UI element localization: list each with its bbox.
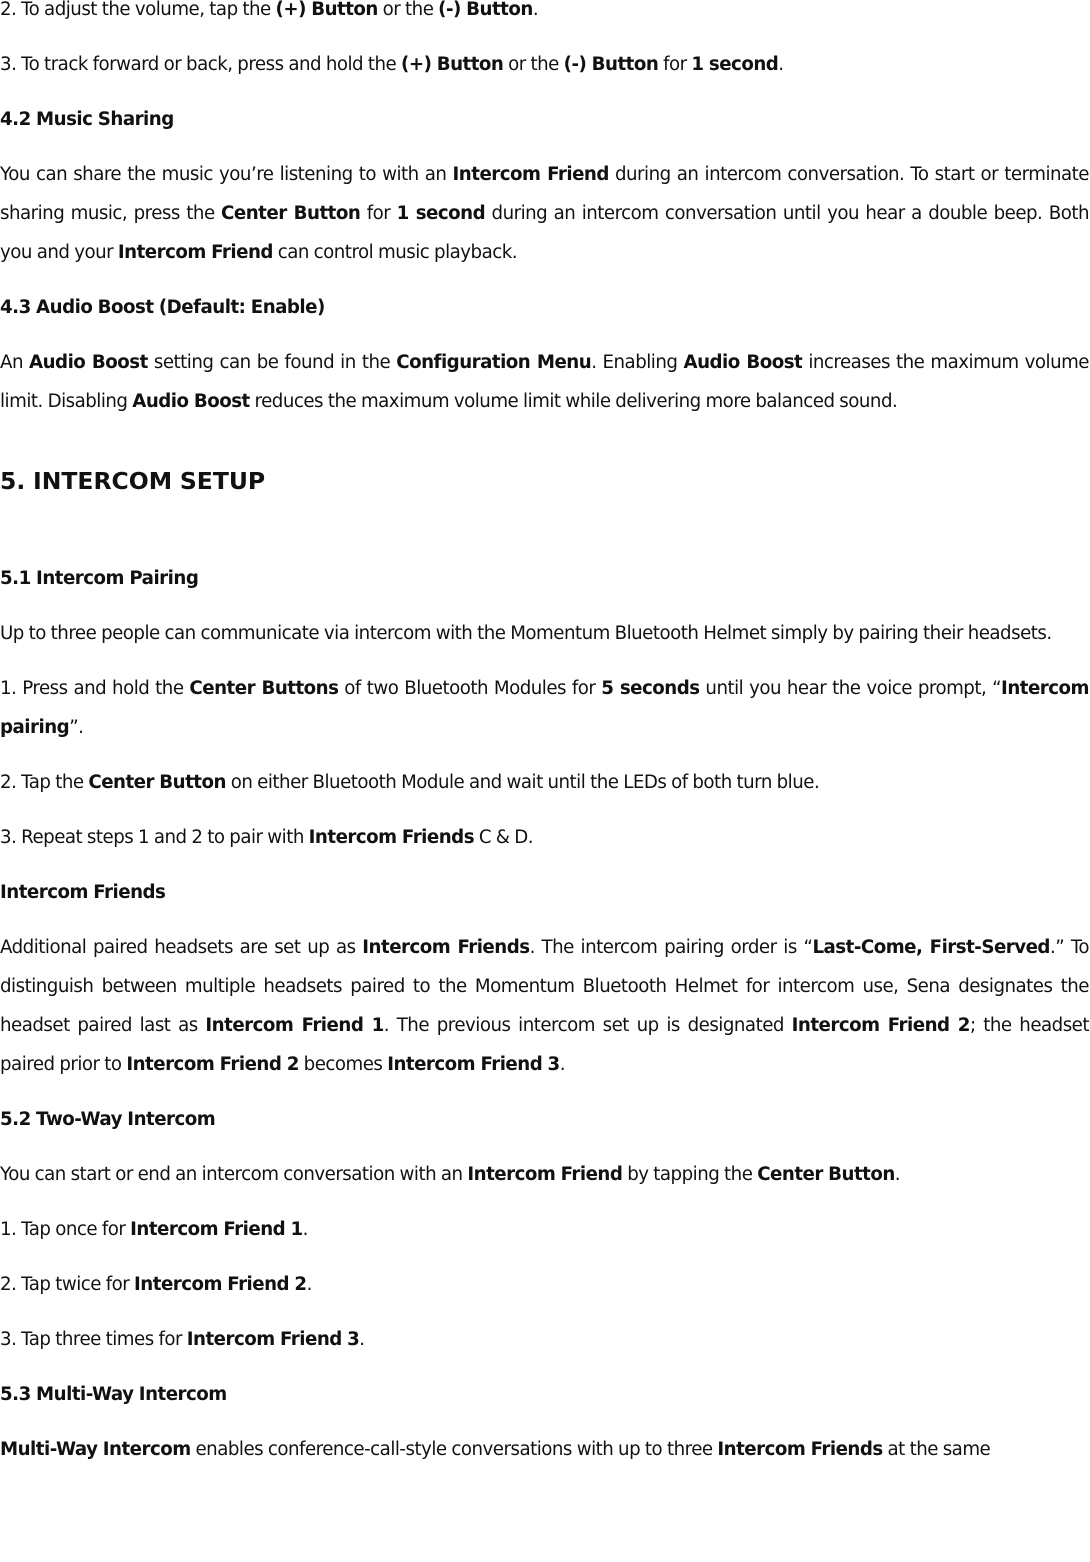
- text-run: .: [778, 54, 784, 75]
- text-run: setting can be found in the: [147, 352, 397, 373]
- bold-text: Center Button: [757, 1164, 895, 1185]
- text-run: 1. Tap once for: [0, 1219, 131, 1240]
- text-run: 5.3 Multi-Way Intercom: [0, 1384, 227, 1405]
- text-run: 2. Tap the: [0, 772, 89, 793]
- section-heading: [0, 1100, 1089, 1139]
- paragraph: [0, 1210, 1089, 1249]
- text-run: Up to three people can communicate via intercom with the Momentum Bluetooth Helmet simply by pairing their headsets.: [0, 623, 1052, 644]
- text-run: . The previous intercom set up is designated: [383, 1015, 792, 1036]
- bold-text: Center Button: [221, 203, 361, 224]
- paragraph: [0, 45, 1089, 84]
- bold-text: Intercom pairing: [0, 678, 1089, 738]
- text-run: .: [894, 1164, 901, 1185]
- text-run: or the: [377, 0, 439, 20]
- text-run: 5.1 Intercom Pairing: [0, 568, 199, 589]
- bold-text: (+) Button: [401, 54, 504, 75]
- paragraph: [0, 1265, 1089, 1304]
- paragraph: [0, 763, 1089, 802]
- paragraph: [0, 614, 1089, 653]
- paragraph: [0, 155, 1089, 272]
- text-run: ”.: [69, 717, 84, 738]
- bold-text: Intercom Friend 3: [387, 1054, 560, 1075]
- text-run: increases the maximum volume limit. Disabling: [0, 352, 1089, 412]
- text-run: .: [302, 1219, 308, 1240]
- text-run: enables conference-call-style conversations with up to three: [190, 1439, 718, 1460]
- text-run: of two Bluetooth Modules for: [338, 678, 602, 699]
- paragraph: [0, 928, 1089, 1084]
- paragraph: [0, 1155, 1089, 1194]
- bold-text: Intercom Friends: [308, 827, 475, 848]
- paragraph: [0, 343, 1089, 421]
- text-run: 5. INTERCOM SETUP: [0, 467, 266, 495]
- bold-text: Intercom Friend 1: [205, 1015, 384, 1036]
- text-run: 2. Tap twice for: [0, 1274, 135, 1295]
- text-run: You can start or end an intercom conversation with an: [0, 1164, 468, 1185]
- text-run: during an intercom conversation until you hear a double beep. Both you and your: [0, 203, 1089, 263]
- section-heading: [0, 1375, 1089, 1414]
- section-heading: [0, 100, 1089, 139]
- section-heading: [0, 288, 1089, 327]
- bold-text: (+) Button: [275, 0, 378, 20]
- bold-text: Intercom Friend 2: [134, 1274, 307, 1295]
- bold-text: Last-Come, First-Served: [812, 937, 1050, 958]
- text-run: C & D.: [474, 827, 534, 848]
- paragraph: [0, 669, 1089, 747]
- text-run: 3. Repeat steps 1 and 2 to pair with: [0, 827, 309, 848]
- text-run: . The intercom pairing order is “: [529, 937, 813, 958]
- bold-text: Intercom Friends: [362, 937, 530, 958]
- text-run: until you hear the voice prompt, “: [699, 678, 1002, 699]
- paragraph: [0, 0, 1089, 29]
- text-run: at the same: [882, 1439, 991, 1460]
- section-heading: [0, 873, 1089, 912]
- bold-text: Intercom Friend: [452, 164, 609, 185]
- text-run: 4.3 Audio Boost (Default: Enable): [0, 297, 325, 318]
- text-run: during an intercom conversation. To start or terminate sharing music, press the: [0, 164, 1089, 224]
- bold-text: (-) Button: [438, 0, 533, 20]
- text-run: An: [0, 352, 30, 373]
- text-run: 5.2 Two-Way Intercom: [0, 1109, 216, 1130]
- text-run: Additional paired headsets are set up as: [0, 937, 363, 958]
- text-run: becomes: [298, 1054, 388, 1075]
- text-run: 1. Press and hold the: [0, 678, 190, 699]
- bold-text: Intercom Friend 2: [791, 1015, 970, 1036]
- text-run: .: [559, 1054, 566, 1075]
- text-run: .: [532, 0, 539, 20]
- bold-text: 5 seconds: [601, 678, 700, 699]
- text-run: .: [359, 1329, 365, 1350]
- text-run: 2. To adjust the volume, tap the: [0, 0, 276, 20]
- bold-text: Multi-Way Intercom: [0, 1439, 191, 1460]
- bold-text: 1 second: [691, 54, 779, 75]
- bold-text: Intercom Friend 1: [130, 1219, 303, 1240]
- text-run: .” To distinguish between multiple headsets paired to the Momentum Bluetooth Helmet for intercom use, Sena designates the headset paired last as: [0, 937, 1090, 1036]
- bold-text: Center Buttons: [189, 678, 339, 699]
- bold-text: Intercom Friend 3: [186, 1329, 360, 1350]
- text-run: Intercom Friends: [0, 882, 166, 903]
- section-heading: [0, 559, 1089, 598]
- paragraph: [0, 1430, 1089, 1469]
- text-run: for: [360, 203, 397, 224]
- text-run: on either Bluetooth Module and wait until the LEDs of both turn blue.: [225, 772, 820, 793]
- text-run: . Enabling: [591, 352, 684, 373]
- bold-text: Intercom Friends: [717, 1439, 883, 1460]
- text-run: .: [306, 1274, 312, 1295]
- text-run: or the: [503, 54, 564, 75]
- bold-text: 1 second: [396, 203, 486, 224]
- text-run: 4.2 Music Sharing: [0, 109, 174, 130]
- text-run: for: [658, 54, 692, 75]
- text-run: by tapping the: [622, 1164, 758, 1185]
- text-run: 3. Tap three times for: [0, 1329, 187, 1350]
- text-run: 3. To track forward or back, press and hold the: [0, 54, 402, 75]
- bold-text: Intercom Friend: [467, 1164, 623, 1185]
- bold-text: Configuration Menu: [396, 352, 592, 373]
- bold-text: Center Button: [88, 772, 226, 793]
- text-run: reduces the maximum volume limit while delivering more balanced sound.: [249, 391, 898, 412]
- bold-text: Audio Boost: [683, 352, 803, 373]
- chapter-heading: [0, 462, 1089, 501]
- bold-text: (-) Button: [563, 54, 659, 75]
- bold-text: Audio Boost: [132, 391, 250, 412]
- bold-text: Intercom Friend: [117, 242, 273, 263]
- bold-text: Audio Boost: [29, 352, 148, 373]
- text-run: You can share the music you’re listening to with an: [0, 164, 453, 185]
- paragraph: [0, 818, 1089, 857]
- bold-text: Intercom Friend 2: [126, 1054, 299, 1075]
- text-run: can control music playback.: [272, 242, 518, 263]
- text-run: ; the headset paired prior to: [0, 1015, 1089, 1075]
- paragraph: [0, 1320, 1089, 1359]
